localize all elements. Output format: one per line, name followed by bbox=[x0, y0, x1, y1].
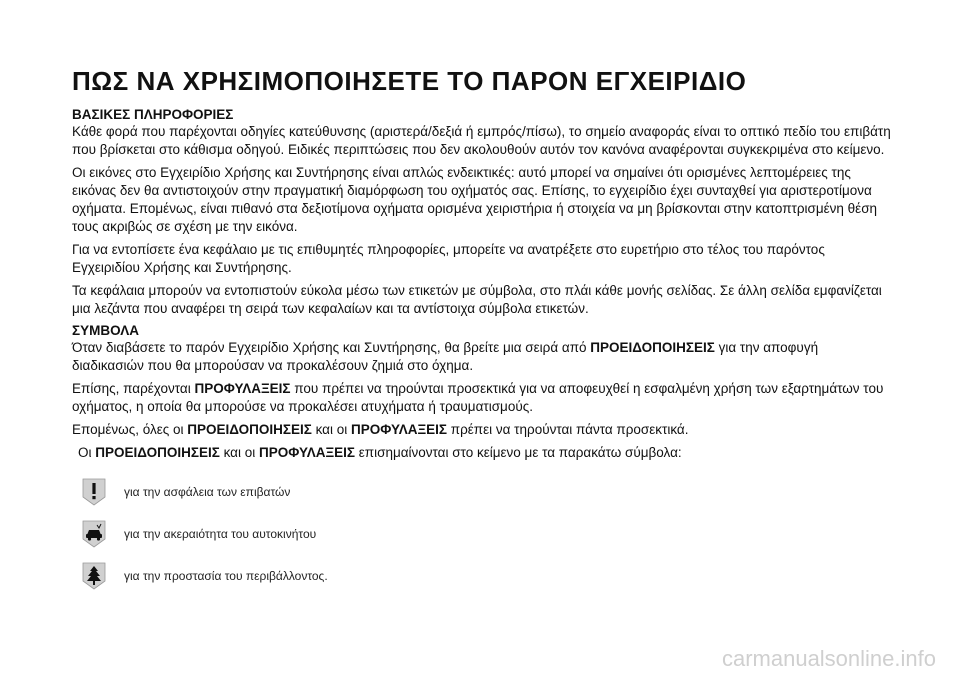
watermark: carmanualsonline.info bbox=[721, 646, 936, 671]
symbol-label: για την ασφάλεια των επιβατών bbox=[124, 485, 291, 499]
tree-environment-icon bbox=[80, 561, 108, 591]
page-title: ΠΩΣ ΝΑ ΧΡΗΣΙΜΟΠΟΙΗΣΕΤΕ ΤΟ ΠΑΡΟΝ ΕΓΧΕΙΡΙΔΙΟ bbox=[72, 66, 747, 96]
symbols-paragraph-2: Επίσης, παρέχονται ΠΡΟΦΥΛΑΞΕΙΣ που πρέπει να τηρούνται προσεκτικά για να αποφευχθεί η εσφαλμένη χρήση των εξαρτημάτων του οχήματος, η οποία θα μπορούσε να προκαλέσει ατυχήματα ή τραυματισμούς. bbox=[72, 381, 884, 414]
basics-paragraph-4: Τα κεφάλαια μπορούν να εντοπιστούν εύκολα μέσω των ετικετών με σύμβολα, στο πλάι κάθε μονής σελίδας. Σε άλλη σελίδα εμφανίζεται μια λεζάντα που αναφέρει τη σειρά των κεφαλαίων και τα αντίστοιχα σύμβολα ετικετών. bbox=[72, 283, 882, 316]
symbol-row bbox=[72, 514, 892, 554]
basics-paragraph-2: Οι εικόνες στο Εγχειρίδιο Χρήσης και Συντήρησης είναι απλώς ενδεικτικές: αυτό μπορεί να σημαίνει ότι ορισμένες λεπτομέρειες της εικόνας δεν θα αντιστοιχούν στην πραγματική διαμόρφωση του οχήματός σας. Επίσης, το εγχειρίδιο έχει συνταχθεί για αριστεροτίμονα οχήματα. Επομένως, είναι πιθανό στα δεξιοτίμονα οχήματα ορισμένα χειριστήρια ή στοιχεία να μη βρίσκονται στην κατοπτρισμένη θέση τους ακριβώς σε σχέση με την εικόνα. bbox=[72, 165, 878, 234]
symbol-row bbox=[72, 472, 892, 512]
warning-exclamation-icon bbox=[80, 477, 108, 507]
manual-page bbox=[72, 66, 892, 598]
symbol-row bbox=[72, 556, 892, 596]
car-damage-icon bbox=[80, 519, 108, 549]
symbols-paragraph-1: Όταν διαβάσετε το παρόν Εγχειρίδιο Χρήσης και Συντήρησης, θα βρείτε μια σειρά από ΠΡΟΕΙΔΟΠΟΙΗΣΕΙΣ για την αποφυγή διαδικασιών που θα μπορούσαν να προκαλέσουν ζημιά στο όχημα. bbox=[72, 340, 819, 373]
symbols-heading: ΣΥΜΒΟΛΑ bbox=[72, 323, 139, 338]
symbol-label: για την προστασία του περιβάλλοντος. bbox=[124, 569, 328, 583]
symbols-paragraph-3: Επομένως, όλες οι ΠΡΟΕΙΔΟΠΟΙΗΣΕΙΣ και οι ΠΡΟΦΥΛΑΞΕΙΣ πρέπει να τηρούνται πάντα προσεκτικά. bbox=[72, 422, 689, 437]
symbol-label: για την ακεραιότητα του αυτοκινήτου bbox=[124, 527, 317, 541]
basics-paragraph-3: Για να εντοπίσετε ένα κεφάλαιο με τις επιθυμητές πληροφορίες, μπορείτε να ανατρέξετε στο ευρετήριο στο τέλος του παρόντος Εγχειριδίου Χρήσης και Συντήρησης. bbox=[72, 242, 825, 275]
basics-paragraph-1: Κάθε φορά που παρέχονται οδηγίες κατεύθυνσης (αριστερά/δεξιά ή εμπρός/πίσω), το σημείο αναφοράς είναι το οπτικό πεδίο του επιβάτη που βρίσκεται στο κάθισμα οδηγού. Ειδικές περιπτώσεις που δεν ακολουθούν αυτόν τον κανόνα αναφέρονται συγκεκριμένα στο κείμενο. bbox=[72, 124, 891, 157]
symbols-list bbox=[72, 472, 892, 596]
basics-heading: ΒΑΣΙΚΕΣ ΠΛΗΡΟΦΟΡΙΕΣ bbox=[72, 107, 234, 122]
symbols-paragraph-4: Οι ΠΡΟΕΙΔΟΠΟΙΗΣΕΙΣ και οι ΠΡΟΦΥΛΑΞΕΙΣ επισημαίνονται στο κείμενο με τα παρακάτω σύμβολα: bbox=[78, 445, 682, 460]
